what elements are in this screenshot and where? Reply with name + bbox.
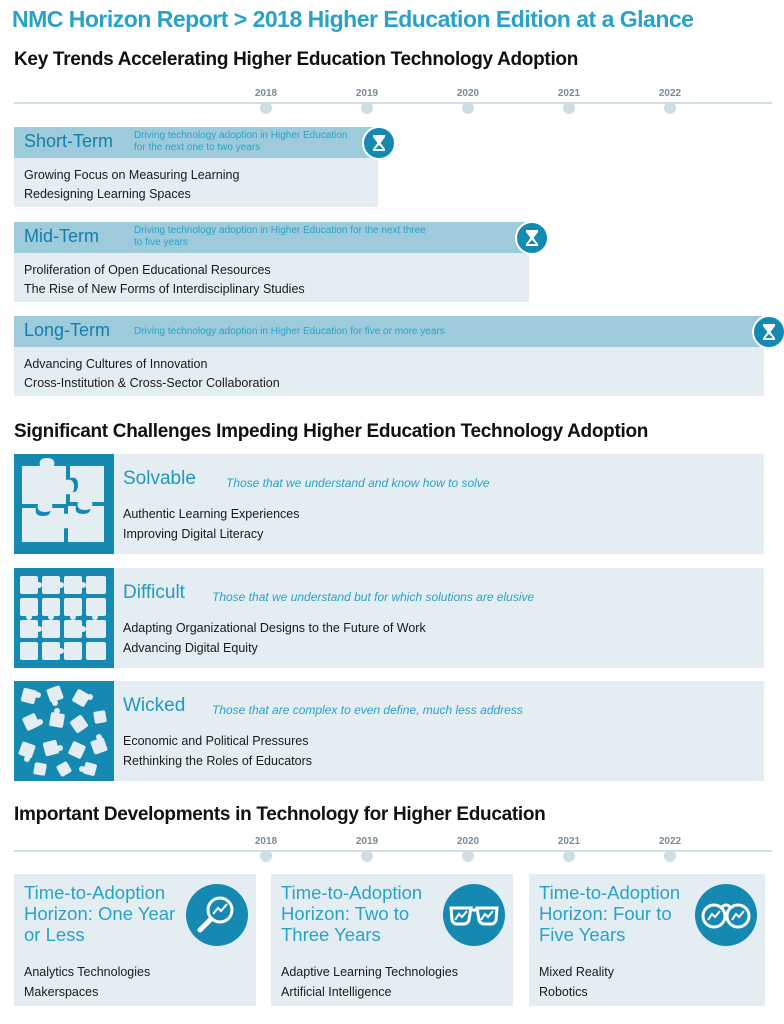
- challenge-wicked: [14, 681, 764, 781]
- development-heading: Time-to-Adoption Horizon: Four to Five Years: [539, 882, 681, 945]
- trend-label: Mid-Term: [24, 226, 99, 246]
- timeline-year: 2019: [355, 88, 379, 99]
- timeline-tick: [347, 88, 387, 114]
- timeline-tick: [650, 836, 690, 862]
- challenge-solvable: [14, 454, 764, 554]
- puzzle-grid-icon: [14, 568, 114, 668]
- timeline-tick: [246, 88, 286, 114]
- challenge-label: Wicked: [123, 695, 186, 716]
- developments-section-title: Important Developments in Technology for Higher Education: [14, 804, 546, 825]
- page-title: NMC Horizon Report > 2018 Higher Education Edition at a Glance: [12, 6, 694, 32]
- timeline-year: 2018: [254, 88, 278, 99]
- trend-entry: Advancing Cultures of Innovation: [24, 357, 208, 371]
- magnifier-trend-icon: [186, 884, 248, 946]
- trend-description: Driving technology adoption in Higher Education for five or more years: [134, 326, 445, 337]
- development-heading: Time-to-Adoption Horizon: One Year or Less: [24, 882, 176, 945]
- trend-entry: Cross-Institution & Cross-Sector Collaboration: [24, 376, 280, 390]
- challenge-label: Solvable: [123, 468, 196, 489]
- development-entry: Mixed Reality: [539, 965, 615, 979]
- timeline-tick: [448, 836, 488, 862]
- trend-label: Long-Term: [24, 320, 111, 340]
- challenge-description: Those that we understand but for which solutions are elusive: [212, 590, 535, 604]
- development-one-year: [14, 874, 256, 1006]
- timeline-year: 2020: [456, 88, 480, 99]
- timeline-tick: [549, 88, 589, 114]
- trend-short-term: [14, 127, 378, 207]
- trend-entry: The Rise of New Forms of Interdisciplinary Studies: [24, 282, 305, 296]
- puzzle-large-icon: [14, 454, 114, 554]
- timeline-year: 2021: [557, 88, 581, 99]
- trend-entry: Growing Focus on Measuring Learning: [24, 168, 240, 182]
- trends-timeline: [14, 88, 772, 118]
- challenge-description: Those that we understand and know how to solve: [226, 476, 490, 490]
- developments-timeline: [14, 836, 772, 866]
- timeline-tick: [246, 836, 286, 862]
- timeline-year: 2022: [658, 836, 682, 847]
- development-entry: Makerspaces: [24, 985, 99, 999]
- timeline-tick: [650, 88, 690, 114]
- development-four-to-five-years: [529, 874, 765, 1006]
- timeline-year: 2018: [254, 836, 278, 847]
- development-two-to-three-years: [271, 874, 513, 1006]
- timeline-year: 2019: [355, 836, 379, 847]
- timeline-tick: [549, 836, 589, 862]
- challenge-entry: Economic and Political Pressures: [123, 734, 309, 748]
- trend-description: Driving technology adoption in Higher Education for the next three to five years: [134, 225, 426, 248]
- timeline-tick: [448, 88, 488, 114]
- trend-entry: Proliferation of Open Educational Resources: [24, 263, 271, 277]
- development-entry: Analytics Technologies: [24, 965, 151, 979]
- trend-mid-term: [14, 222, 529, 302]
- binoculars-trend-icon: [695, 884, 757, 946]
- challenges-section-title: Significant Challenges Impeding Higher Education Technology Adoption: [14, 421, 649, 442]
- timeline-year: 2022: [658, 88, 682, 99]
- hourglass-icon: [515, 221, 549, 255]
- glasses-trend-icon: [443, 884, 505, 946]
- trend-description: Driving technology adoption in Higher Education for the next one to two years: [134, 130, 348, 153]
- challenge-difficult: [14, 568, 764, 668]
- hourglass-icon: [362, 126, 396, 160]
- challenge-entry: Authentic Learning Experiences: [123, 507, 300, 521]
- trends-section-title: Key Trends Accelerating Higher Education Technology Adoption: [14, 49, 579, 70]
- development-entry: Robotics: [539, 985, 588, 999]
- trend-label: Short-Term: [24, 131, 114, 151]
- hourglass-icon: [752, 315, 784, 349]
- challenge-entry: Adapting Organizational Designs to the Future of Work: [123, 621, 426, 635]
- timeline-year: 2020: [456, 836, 480, 847]
- development-heading: Time-to-Adoption Horizon: Two to Three Years: [281, 882, 423, 945]
- timeline-year: 2021: [557, 836, 581, 847]
- development-entry: Artificial Intelligence: [281, 985, 392, 999]
- challenge-entry: Rethinking the Roles of Educators: [123, 754, 312, 768]
- puzzle-scattered-icon: [14, 681, 114, 781]
- challenge-label: Difficult: [123, 582, 185, 603]
- development-entry: Adaptive Learning Technologies: [281, 965, 458, 979]
- challenge-entry: Advancing Digital Equity: [123, 641, 258, 655]
- trend-entry: Redesigning Learning Spaces: [24, 187, 191, 201]
- challenge-entry: Improving Digital Literacy: [123, 527, 264, 541]
- trend-long-term: [14, 316, 764, 396]
- challenge-description: Those that are complex to even define, much less address: [212, 703, 523, 717]
- timeline-tick: [347, 836, 387, 862]
